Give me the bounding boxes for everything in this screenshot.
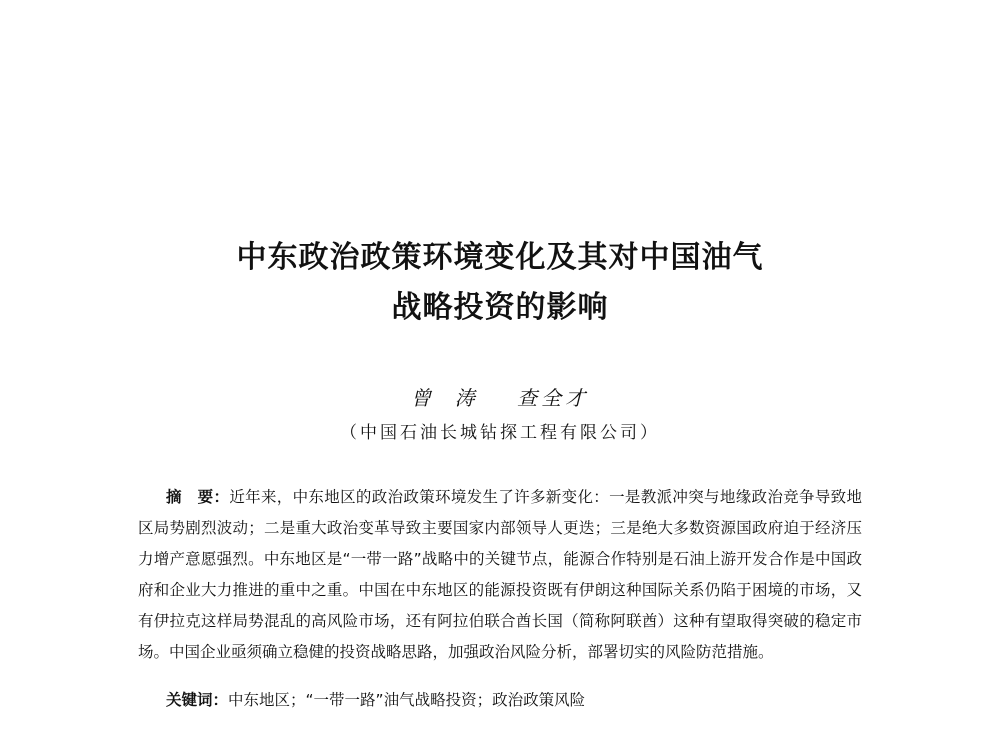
paper-title-line-1: 中东政治政策环境变化及其对中国油气 xyxy=(236,240,764,275)
author-1: 曾涛 xyxy=(410,386,499,410)
keywords-label: 关键词： xyxy=(166,691,229,709)
keywords-text: 中东地区；“一带一路”油气战略投资；政治政策风险 xyxy=(228,691,586,709)
paper-title-line-2: 战略投资的影响 xyxy=(391,290,609,325)
keywords-section xyxy=(138,687,862,713)
abstract-text: 近年来，中东地区的政治政策环境发生了许多新变化：一是教派冲突与地缘政治竞争导致地区局势剧烈波动；二是重大政治变革导致主要国家内部领导人更迭；三是绝大多数资源国政府迫于经济压力增产意愿强烈。中东地区是“一带一路”战略中的关键节点，能源合作特别是石油上游开发合作是中国政府和企业大力推进的重中之重。中国在中东地区的能源投资既有伊朗这种国际关系仍陷于困境的市场，又有伊拉克这样局势混乱的高风险市场，还有阿拉伯联合酋长国（简称阿联酋）这种有望取得突破的稳定市场。中国企业亟须确立稳健的投资战略思路，加强政治风险分析，部署切实的风险防范措施。 xyxy=(138,488,862,661)
abstract-label: 摘 要： xyxy=(166,488,230,506)
author-list xyxy=(0,385,1000,411)
author-affiliation: （中国石油长城钻探工程有限公司） xyxy=(340,423,660,443)
abstract-section xyxy=(138,482,862,668)
author-2: 查全才 xyxy=(517,386,590,410)
